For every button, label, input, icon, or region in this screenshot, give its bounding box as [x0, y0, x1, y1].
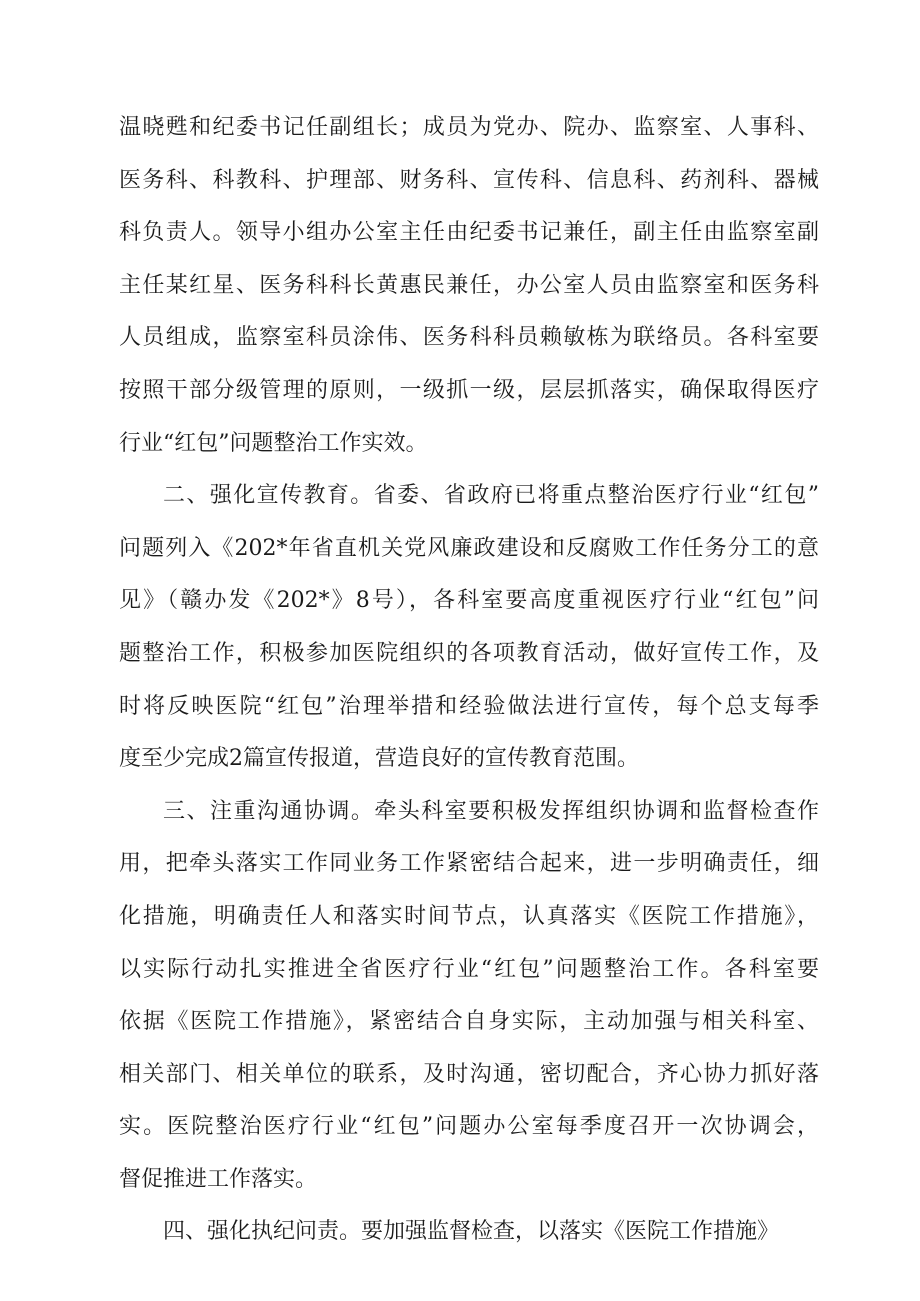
text-line: 时将反映医院“红包”治理举措和经验做法进行宣传，每个总支每季 [119, 693, 819, 719]
paragraph-heading-line: 三、注重沟通协调。牵头科室要积极发挥组织协调和监督检查作 [163, 798, 819, 824]
text-line: 人员组成，监察室科员涂伟、医务科科员赖敏栋为联络员。各科室要 [119, 325, 819, 351]
paragraph-heading-line: 四、强化执纪问责。要加强监督检查，以落实《医院工作措施》 [163, 1219, 780, 1245]
text-line: 度至少完成2篇宣传报道，营造良好的宣传教育范围。 [119, 746, 639, 772]
text-line: 依据《医院工作措施》，紧密结合自身实际，主动加强与相关科室、 [119, 1009, 819, 1035]
text-line: 督促推进工作落实。 [119, 1166, 318, 1192]
text-line: 按照干部分级管理的原则，一级抓一级，层层抓落实，确保取得医疗 [119, 377, 819, 403]
text-line: 实。医院整治医疗行业“红包”问题办公室每季度召开一次协调会， [119, 1114, 819, 1140]
text-line: 见》（赣办发《202*》8号），各科室要高度重视医疗行业“红包”问 [119, 588, 819, 614]
text-line: 用，把牵头落实工作同业务工作紧密结合起来，进一步明确责任，细 [119, 851, 819, 877]
text-line: 以实际行动扎实推进全省医疗行业“红包”问题整治工作。各科室要 [119, 956, 819, 982]
text-line: 主任某红星、医务科科长黄惠民兼任，办公室人员由监察室和医务科 [119, 272, 819, 298]
text-line: 科负责人。领导小组办公室主任由纪委书记兼任，副主任由监察室副 [119, 220, 819, 246]
text-line: 题整治工作，积极参加医院组织的各项教育活动，做好宣传工作，及 [119, 640, 819, 666]
text-line: 行业“红包”问题整治工作实效。 [119, 430, 428, 456]
body-text [119, 102, 819, 1259]
text-line: 问题列入《202*年省直机关党风廉政建设和反腐败工作任务分工的意 [119, 535, 819, 561]
text-line: 相关部门、相关单位的联系，及时沟通，密切配合，齐心协力抓好落 [119, 1061, 819, 1087]
text-line: 温晓甦和纪委书记任副组长；成员为党办、院办、监察室、人事科、 [119, 115, 819, 140]
text-line: 医务科、科教科、护理部、财务科、宣传科、信息科、药剂科、器械 [119, 167, 819, 193]
paragraph-heading-line: 二、强化宣传教育。省委、省政府已将重点整治医疗行业“红包” [163, 483, 819, 509]
text-line: 化措施，明确责任人和落实时间节点，认真落实《医院工作措施》， [119, 903, 819, 929]
